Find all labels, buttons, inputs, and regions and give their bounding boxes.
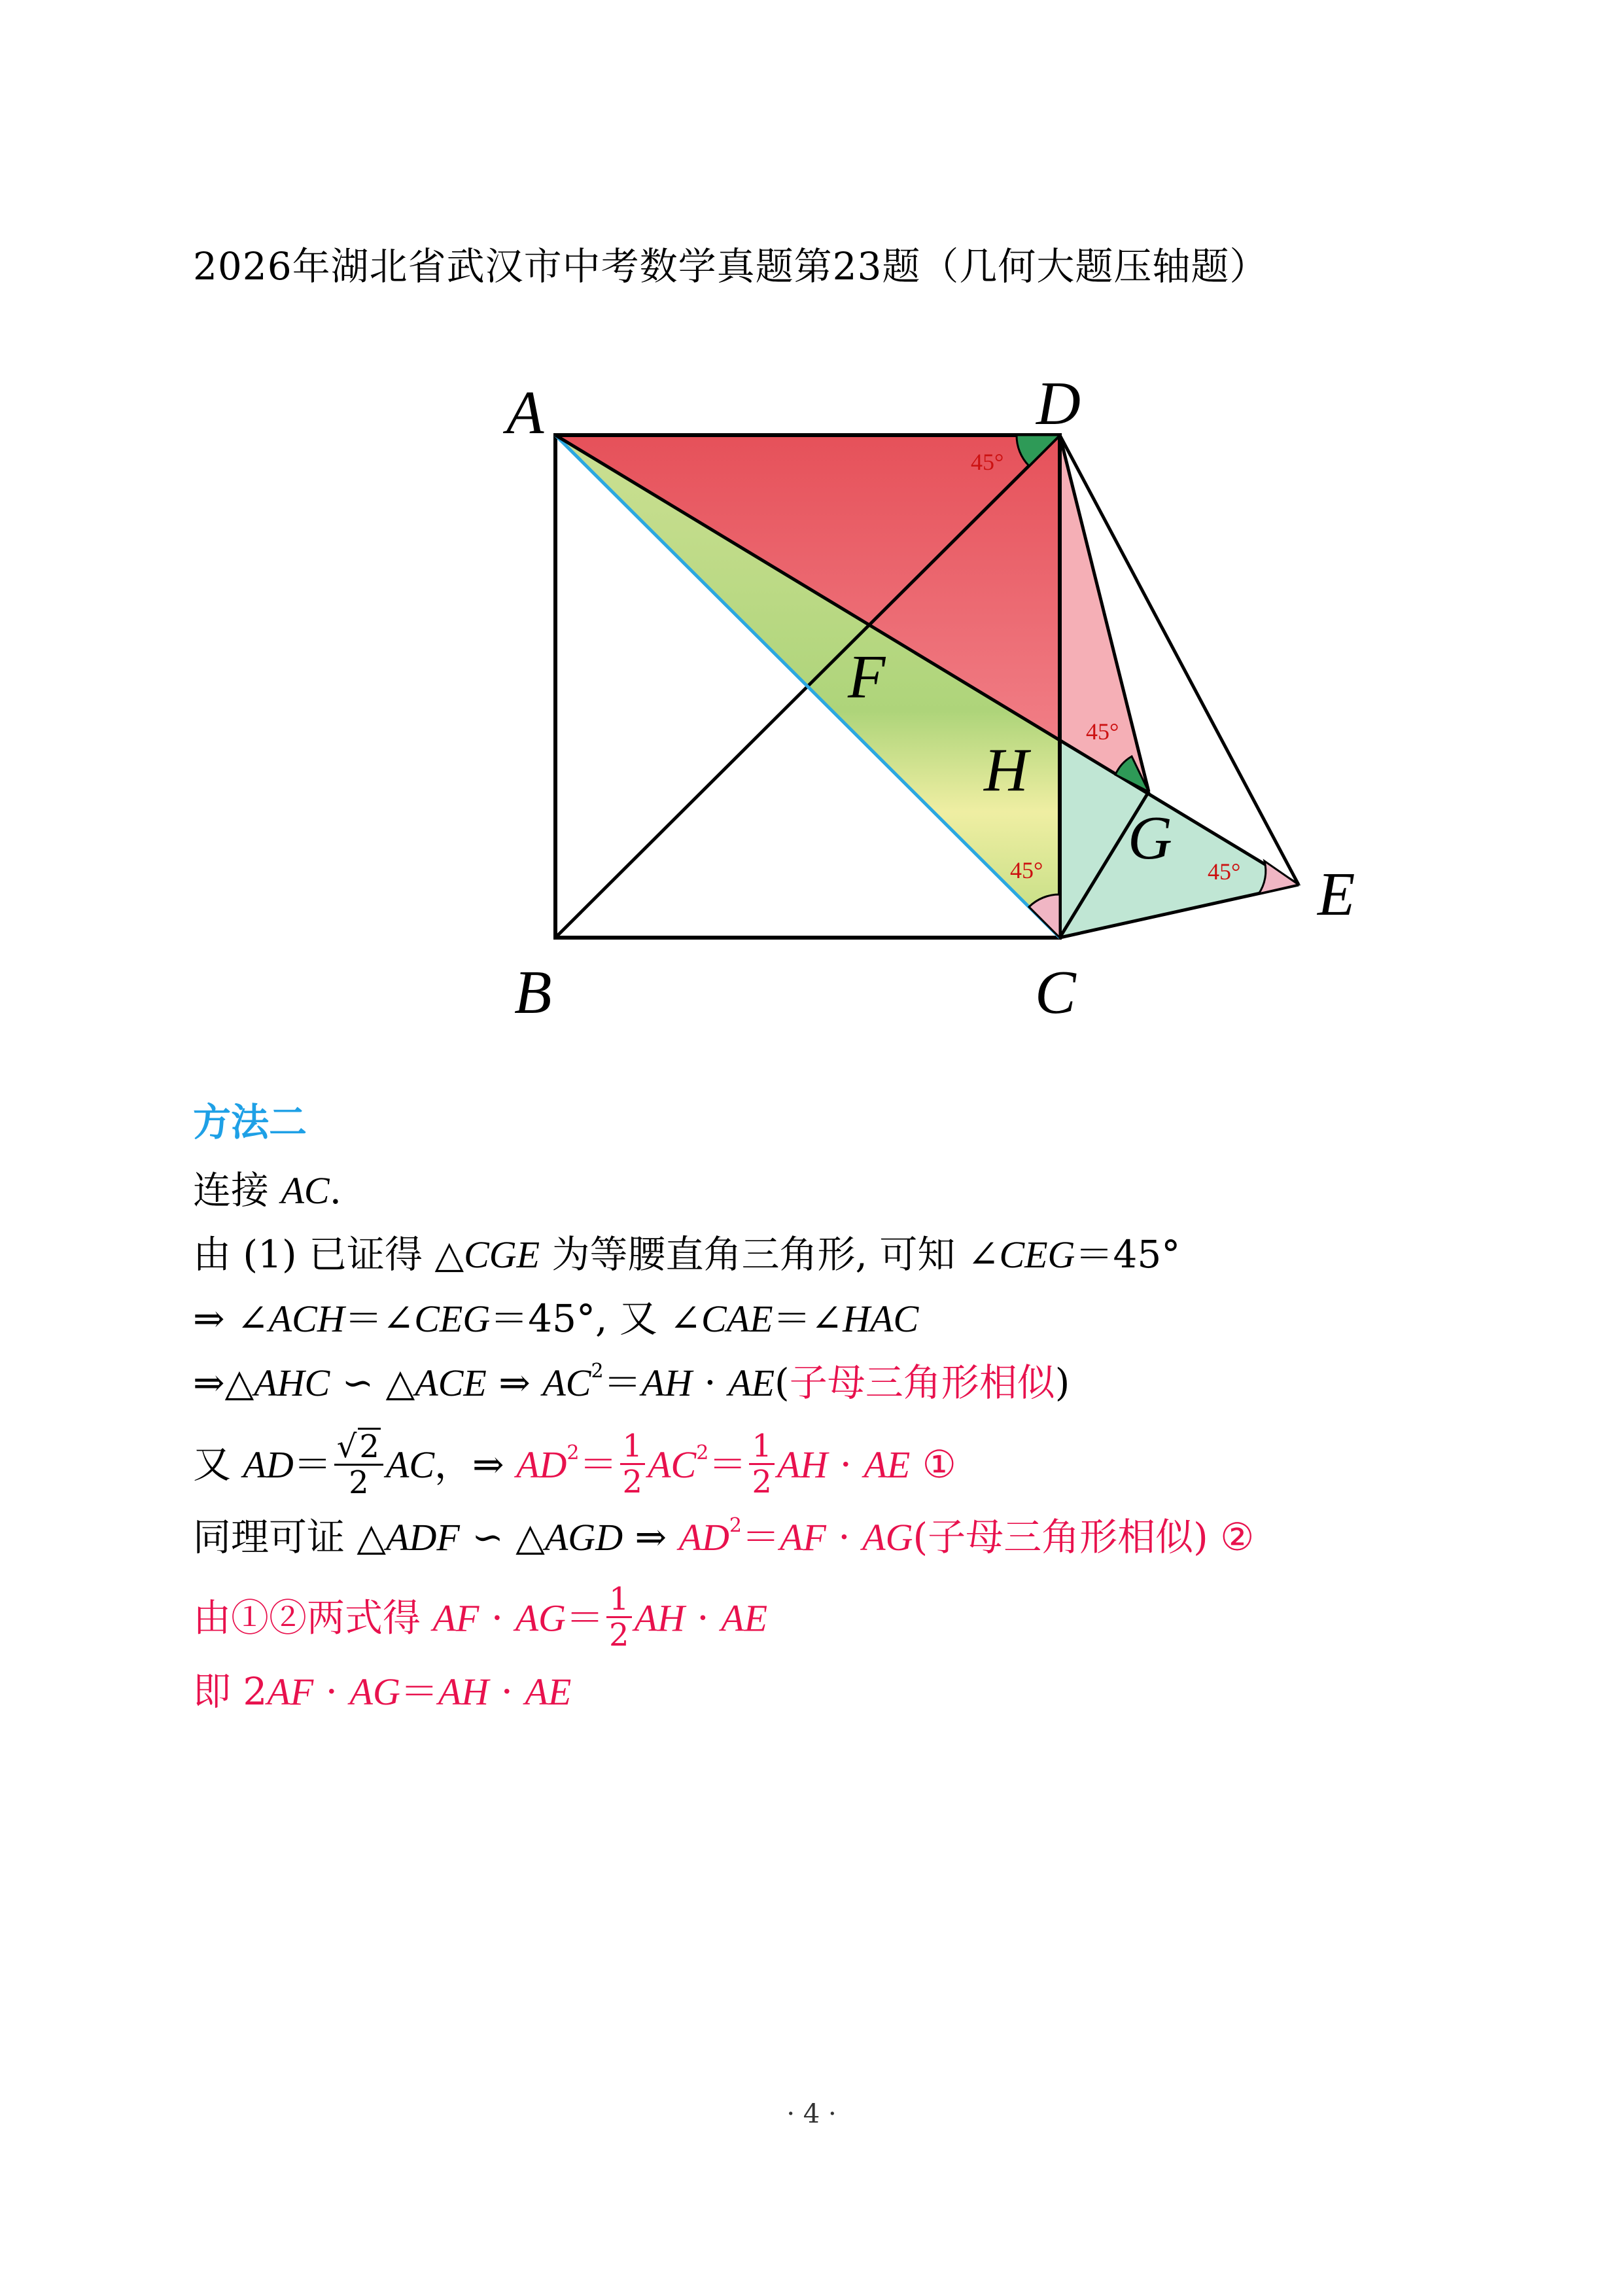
text: ＝: [565, 1595, 604, 1640]
solution-line-6: [193, 1514, 1255, 1559]
denominator: 2: [349, 1464, 369, 1501]
angle-marker-E: [1259, 861, 1299, 894]
math: AG: [349, 1670, 400, 1713]
red-expression: [679, 1515, 1255, 1559]
solution-line-7: [193, 1581, 767, 1656]
denominator: 2: [622, 1463, 643, 1500]
math: AD: [678, 1516, 729, 1559]
page-title: 2026年湖北省武汉市中考数学真题第23题（几何大题压轴题）: [193, 244, 1268, 289]
text: ·: [489, 1669, 525, 1714]
text: ∽ △: [459, 1515, 545, 1559]
math: AHC: [254, 1362, 330, 1404]
point-label-A: A: [506, 379, 544, 447]
solution-line-3: [193, 1296, 919, 1341]
superscript: 2: [729, 1514, 742, 1537]
fraction-half: [606, 1582, 632, 1652]
text: ·: [826, 1515, 863, 1559]
point-label-F: F: [848, 643, 886, 711]
math: AH: [641, 1362, 692, 1404]
point-label-B: B: [514, 959, 552, 1027]
point-label-D: D: [1036, 370, 1081, 438]
angle-label-D: 45°: [971, 449, 1004, 475]
point-label-G: G: [1128, 804, 1172, 872]
text: ＝45°, 又 ∠: [490, 1296, 701, 1341]
text: ⇒△: [193, 1360, 254, 1405]
text: ＝: [293, 1442, 332, 1487]
text: ＝: [741, 1515, 780, 1559]
text: ⇒: [486, 1360, 543, 1405]
math: AE: [864, 1443, 911, 1487]
text: ①: [910, 1442, 956, 1487]
text: 即 2: [193, 1669, 268, 1714]
angle-label-C: 45°: [1010, 857, 1043, 883]
fraction-half: [620, 1429, 646, 1499]
math: AG: [862, 1516, 913, 1559]
text: ·: [828, 1442, 864, 1487]
text: ＝: [603, 1360, 642, 1405]
solution-line-4: [193, 1360, 1070, 1405]
triangle-CHE-fill: [1060, 741, 1299, 938]
geometry-figure: [0, 0, 1623, 1080]
denominator: 2: [752, 1463, 772, 1500]
math: AE: [721, 1597, 767, 1640]
text: ＝: [579, 1442, 618, 1487]
math: ADF: [386, 1516, 460, 1559]
page-number: · 4 ·: [786, 2099, 837, 2129]
text: .: [329, 1168, 341, 1212]
math: AD: [243, 1443, 294, 1487]
text: ∽ △: [330, 1360, 415, 1405]
math: AC: [281, 1169, 330, 1212]
superscript: 2: [567, 1441, 580, 1465]
text: (子母三角形相似) ②: [913, 1515, 1255, 1559]
math: AE: [525, 1670, 572, 1713]
math: AC: [542, 1362, 591, 1404]
math: ACE: [415, 1362, 487, 1404]
numerator: 1: [749, 1429, 775, 1465]
text: ⇒: [623, 1515, 679, 1559]
angle-label-G: 45°: [1086, 718, 1119, 745]
text: ＝∠: [773, 1296, 843, 1341]
numerator: √2: [334, 1428, 383, 1466]
math: AE: [728, 1362, 775, 1404]
text: ·: [691, 1360, 729, 1405]
math: HAC: [843, 1298, 919, 1340]
text: ＝45°: [1075, 1232, 1181, 1277]
text: 由 (1) 已证得 △: [193, 1232, 464, 1277]
text: ⇒ ∠: [193, 1296, 269, 1341]
radicand: 2: [359, 1428, 379, 1465]
point-label-E: E: [1318, 860, 1355, 928]
solution-line-1: [193, 1168, 341, 1212]
math: AH: [438, 1670, 489, 1713]
math: ACH: [268, 1298, 345, 1340]
angle-label-E: 45°: [1208, 858, 1241, 885]
text: ，⇒: [434, 1442, 517, 1487]
text: 连接: [193, 1168, 281, 1212]
text: (: [775, 1360, 790, 1405]
solution-line-2: [193, 1232, 1181, 1277]
superscript: 2: [591, 1360, 604, 1383]
text: ·: [684, 1595, 722, 1640]
method-heading: 方法二: [193, 1100, 307, 1144]
superscript: 2: [696, 1441, 709, 1465]
math: AH: [634, 1597, 685, 1640]
point-label-H: H: [984, 736, 1028, 804]
text: 为等腰直角三角形, 可知 ∠: [540, 1232, 1000, 1277]
math: AC: [385, 1443, 435, 1487]
text: ): [1055, 1360, 1070, 1405]
math: AF: [780, 1516, 826, 1559]
text: 由①②两式得: [193, 1595, 433, 1640]
numerator: 1: [620, 1429, 646, 1465]
fraction-half: [749, 1429, 775, 1499]
text: ＝∠: [344, 1296, 415, 1341]
solution-line-5: [193, 1427, 956, 1504]
math: AG: [515, 1597, 566, 1640]
math: AD: [516, 1443, 567, 1487]
numerator: 1: [606, 1582, 632, 1618]
math: AF: [267, 1670, 314, 1713]
note-text: 子母三角形相似: [789, 1360, 1055, 1405]
math: CEG: [414, 1298, 491, 1340]
text: ·: [479, 1595, 515, 1640]
fraction-sqrt2-over-2: [334, 1428, 383, 1500]
math: AGD: [544, 1516, 623, 1559]
math: AC: [648, 1443, 697, 1487]
text: 又: [193, 1442, 243, 1487]
math: CEG: [999, 1233, 1075, 1276]
math: AF: [432, 1597, 480, 1640]
solution-line-8: [193, 1669, 572, 1714]
point-label-C: C: [1035, 959, 1076, 1027]
text: ·: [313, 1669, 350, 1714]
text: ＝: [708, 1442, 747, 1487]
text: 同理可证 △: [193, 1515, 387, 1559]
red-expression: [516, 1427, 956, 1500]
text: ＝: [400, 1669, 438, 1714]
math: AH: [777, 1443, 828, 1487]
math: CAE: [701, 1298, 773, 1340]
denominator: 2: [608, 1617, 629, 1653]
math: CGE: [464, 1233, 540, 1276]
